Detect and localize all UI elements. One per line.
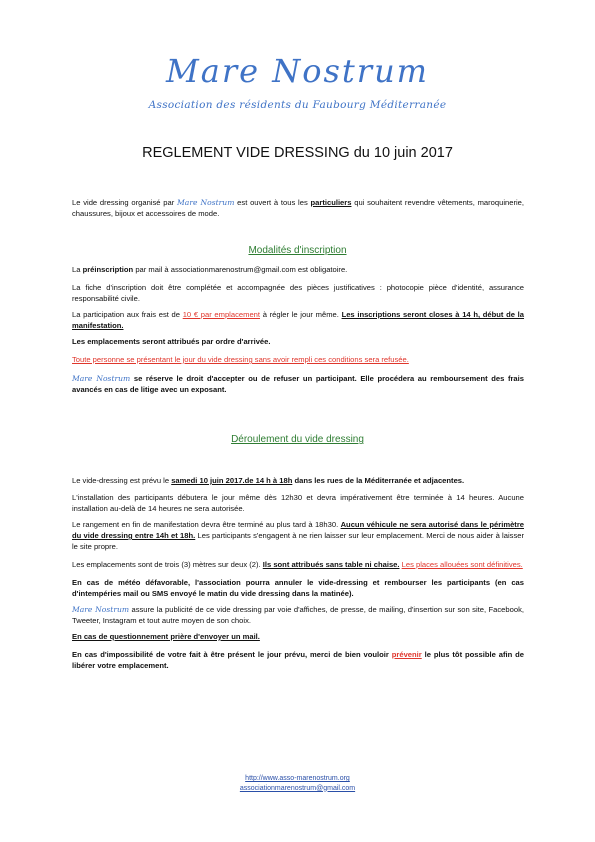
intro-paragraph: Le vide dressing organisé par Mare Nostrum est ouvert à tous les particuliers qui souhaitent revendre vêtements, maroquinerie, chaussures, bijoux et accessoires de mode.: [72, 198, 525, 218]
paragraph-preinscription: La préinscription par mail à associationmarenostrum@gmail.com est obligatoire.: [72, 265, 348, 274]
document-title: REGLEMENT VIDE DRESSING du 10 juin 2017: [142, 145, 453, 161]
paragraph-emplacements: Les emplacements seront attribués par ordre d'arrivée.: [72, 337, 271, 346]
paragraph-fiche: La fiche d'inscription doit être complétée et accompagnée des pièces justificatives : photocopie pièce d'identité, assurance responsabilité civile.: [72, 283, 524, 303]
section-title-deroulement: Déroulement du vide dressing: [231, 434, 364, 445]
footer-email-link[interactable]: associationmarenostrum@gmail.com: [239, 784, 356, 792]
association-subtitle: Association des résidents du Faubourg Méditerranée: [148, 99, 447, 111]
paragraph-impossibilite: En cas d'impossibilité de votre fait à être présent le jour prévu, merci de bien vouloir prévenir le plus tôt possible afin de libérer votre emplacement.: [72, 650, 524, 670]
paragraph-dimensions: Les emplacements sont de trois (3) mètres sur deux (2). Ils sont attribués sans table ni chaise. Les places allouées sont définitives.: [72, 560, 523, 569]
paragraph-refus: Toute personne se présentant le jour du vide dressing sans avoir rempli ces conditions sera refusée.: [72, 355, 409, 364]
paragraph-rangement: Le rangement en fin de manifestation devra être terminé au plus tard à 18h30. Aucun véhicule ne sera autorisé dans le périmètre du vide dressing entre 14h et 18h. Les participants s'engagent à ne rien laisser sur leur emplacement. Merci de nous aider à laisser le site propre.: [72, 520, 524, 551]
brand-name: Mare Nostrum: [177, 198, 235, 207]
paragraph-participation: La participation aux frais est de 10 € par emplacement à régler le jour même. Les inscriptions seront closes à 14 h, début de la manifestation.: [72, 310, 525, 330]
paragraph-date: Le vide-dressing est prévu le samedi 10 juin 2017.de 14 h à 18h dans les rues de la Méditerranée et adjacentes.: [72, 476, 465, 485]
paragraph-installation: L'installation des participants débutera le jour même dès 12h30 et devra impérativement être terminée à 14 heures. Aucune installation au-delà de 14 heures ne sera autorisée.: [72, 493, 524, 513]
paragraph-droit: Mare Nostrum se réserve le droit d'accepter ou de refuser un participant. Elle procédera au remboursement des frais avancés en cas de litige avec un exposant.: [72, 374, 524, 394]
footer-website-link[interactable]: http://www.asso-marenostrum.org: [245, 775, 350, 782]
paragraph-publicite: Mare Nostrum assure la publicité de ce vide dressing par voie d'affiches, de presse, de mailing, d'insertion sur son site, Facebook, Tweeter, Instagram et tout autre moyen de son choix.: [72, 605, 524, 625]
section-title-inscription: Modalités d'inscription: [248, 245, 347, 256]
paragraph-contact: En cas de questionnement prière d'envoyer un mail.: [72, 632, 260, 641]
association-logo: Mare Nostrum: [165, 52, 430, 90]
footer: [0, 774, 595, 793]
paragraph-meteo: En cas de météo défavorable, l'association pourra annuler le vide-dressing et rembourser les participants (en cas d'intempéries mail ou SMS envoyé le matin du vide dressing dans la matinée).: [72, 578, 524, 598]
